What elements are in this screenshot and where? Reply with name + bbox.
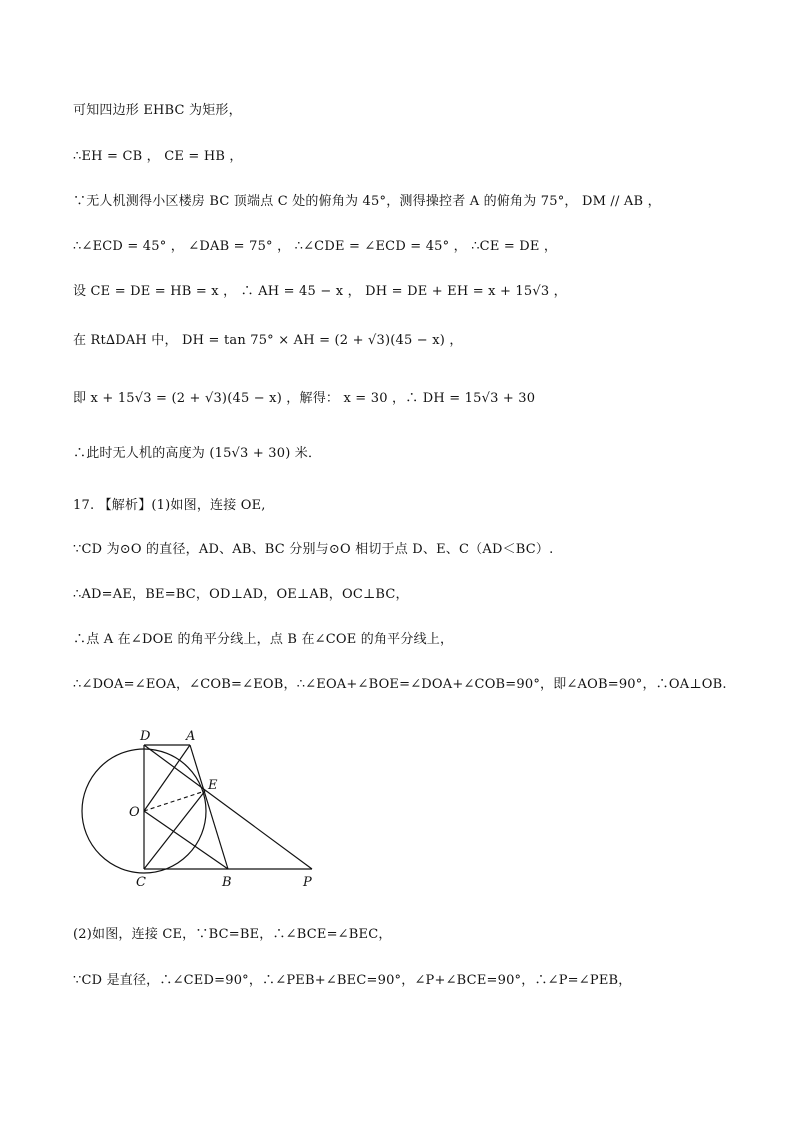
segment-oe-dashed <box>144 791 205 811</box>
label-o: O <box>129 805 140 820</box>
segment-ce <box>144 791 205 869</box>
text-line-3: ∵无人机测得小区楼房 BC 顶端点 C 处的俯角为 45°，测得操控者 A 的俯角为 75°， DM // AB ， <box>73 194 661 209</box>
problem-17-heading: 17. 【解析】(1)如图，连接 OE, <box>73 498 266 513</box>
label-e: E <box>208 778 218 793</box>
label-p: P <box>303 875 312 890</box>
text-line-7: 即 x + 15√3 = (2 + √3)(45 − x) ，解得： x = 30 ，∴ DH = 15√3 + 30 <box>73 391 536 406</box>
label-c: C <box>136 875 146 890</box>
text-line-8: ∴此时无人机的高度为 (15√3 + 30) 米． <box>73 446 322 461</box>
segment-ob <box>144 811 228 869</box>
label-a: A <box>186 729 196 744</box>
text-line-13: ∴∠DOA=∠EOA，∠COB=∠EOB，∴∠EOA+∠BOE=∠DOA+∠COB=90°，即∠AOB=90°，∴OA⊥OB. <box>73 677 727 692</box>
geometry-figure <box>60 720 340 895</box>
text-line-5: 设 CE = DE = HB = x ， ∴ AH = 45 − x ， DH = DE + EH = x + 15√3 ， <box>73 284 567 299</box>
text-line-12: ∴点 A 在∠DOE 的角平分线上，点 B 在∠COE 的角平分线上， <box>73 632 454 647</box>
label-b: B <box>222 875 232 890</box>
text-line-2: ∴EH = CB ， CE = HB ， <box>73 149 243 164</box>
segment-dp <box>144 745 312 869</box>
text-line-4: ∴∠ECD = 45° ， ∠DAB = 75° ， ∴∠CDE = ∠ECD = 45° ， ∴CE = DE ， <box>73 239 558 254</box>
text-line-14: (2)如图，连接 CE，∵BC=BE，∴∠BCE=∠BEC， <box>73 927 392 942</box>
segment-oa <box>144 745 190 811</box>
segment-ab <box>190 745 228 869</box>
text-line-1: 可知四边形 EHBC 为矩形， <box>73 103 242 118</box>
text-line-10: ∵CD 为⊙O 的直径，AD、AB、BC 分别与⊙O 相切于点 D、E、C（AD＜BC）. <box>73 542 554 557</box>
text-line-11: ∴AD=AE，BE=BC，OD⊥AD，OE⊥AB，OC⊥BC， <box>73 587 409 602</box>
text-line-6: 在 Rt∆DAH 中， DH = tan 75° × AH = (2 + √3)(45 − x) ， <box>73 333 463 348</box>
text-line-15: ∵CD 是直径，∴∠CED=90°，∴∠PEB+∠BEC=90°，∠P+∠BCE=90°，∴∠P=∠PEB， <box>73 973 632 988</box>
label-d: D <box>140 729 151 744</box>
